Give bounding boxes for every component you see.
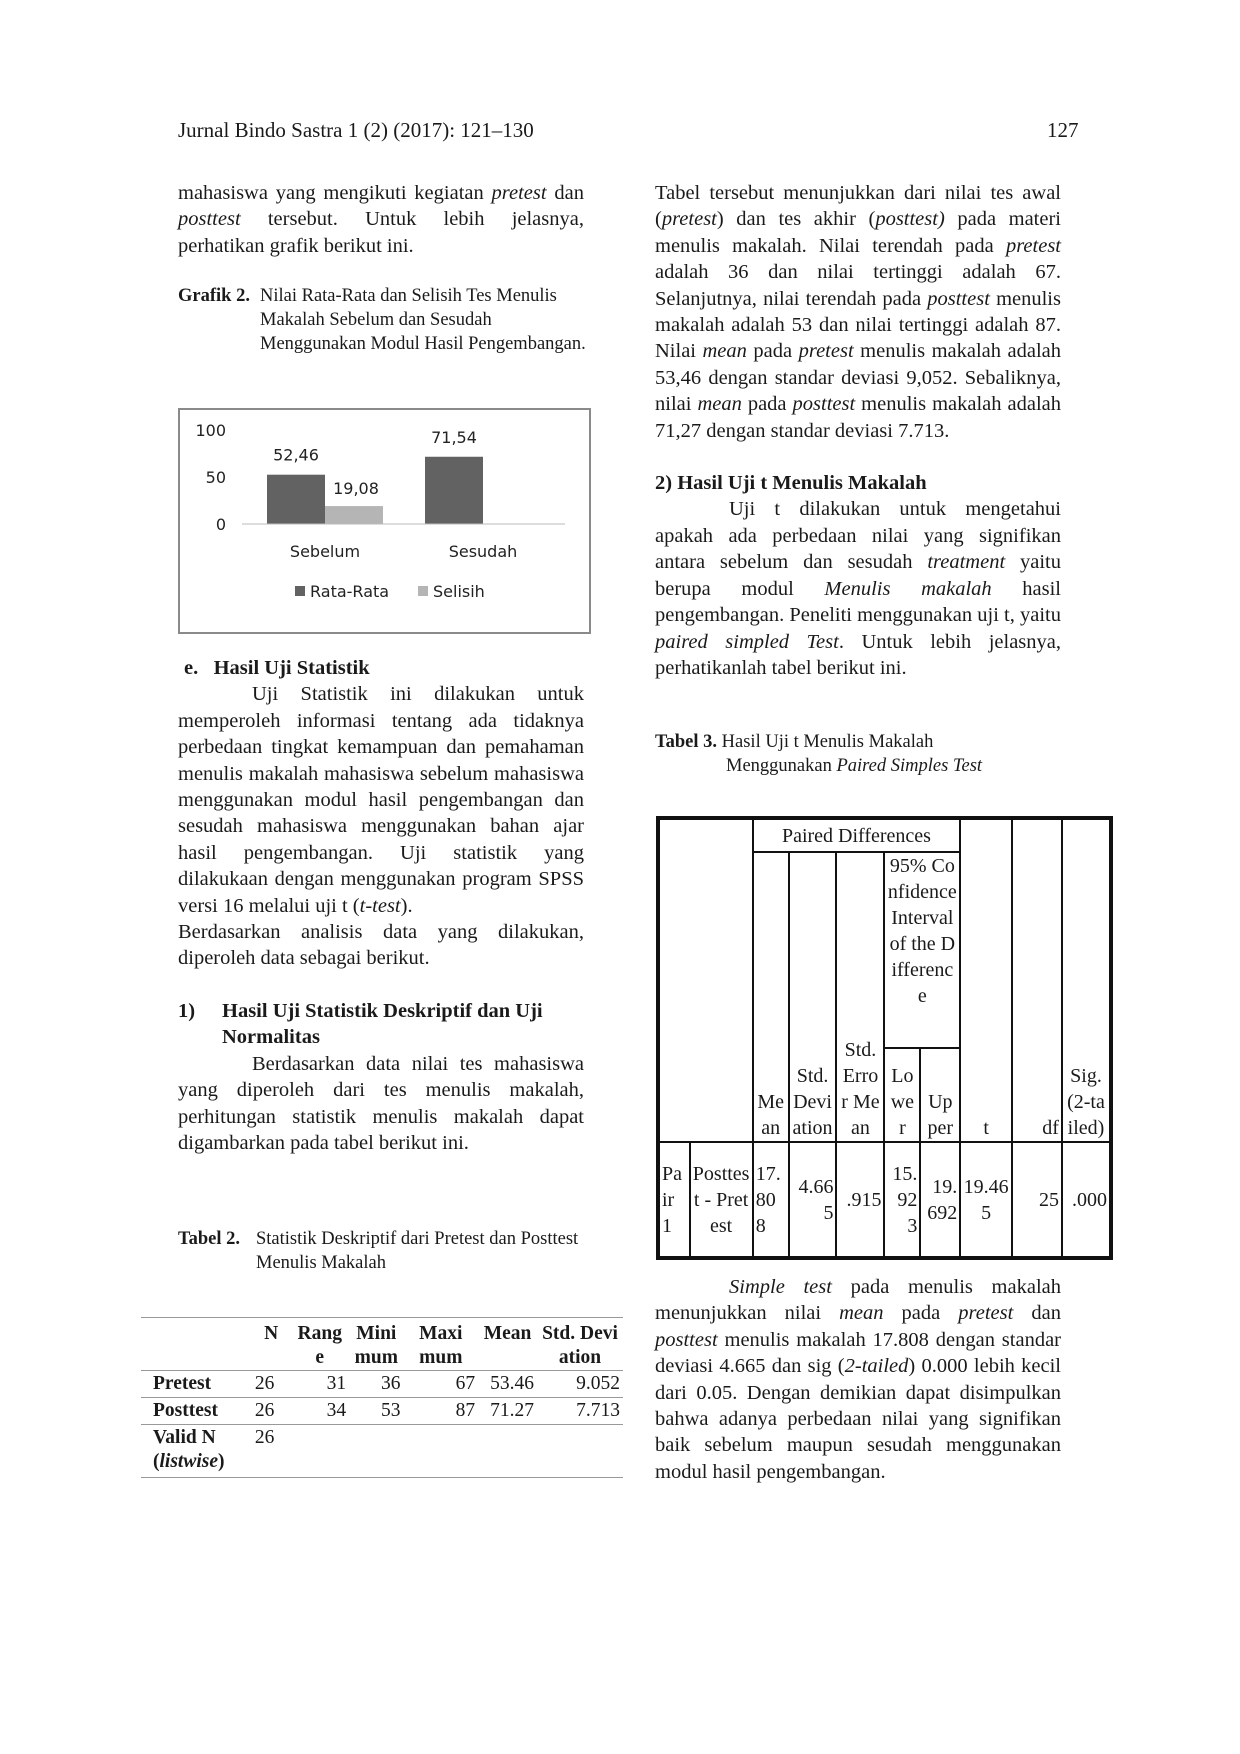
page-number: 127 (1047, 118, 1079, 142)
data-label: 71,54 (431, 427, 477, 447)
legend-swatch (418, 586, 428, 596)
section-e-paragraph-2: Berdasarkan analisis data yang dilakukan, diperoleh data sebagai berikut. (178, 921, 584, 970)
col-upper: Upper (920, 1048, 960, 1142)
ci-header: 95% Confidence Interval of the Difference (884, 852, 960, 1048)
y-tick-label: 100 (195, 421, 226, 440)
section-2-heading: 2) Hasil Uji t Menulis Makalah (655, 472, 927, 495)
row-label-pretest: Pretest (141, 1371, 252, 1398)
tabel2-label: Tabel 2. (178, 1229, 241, 1249)
row-pair: Pair 1 (658, 1142, 690, 1258)
col-sig: Sig. (2-tailed) (1062, 818, 1111, 1142)
section-2-paragraph: Uji t dilakukan untuk mengetahui apakah ada perbedaan nilai yang signifikan antara sebelum dan sesudah treatment yaitu berupa modul Menulis makalah hasil pengembangan. Peneliti menggunakan uji t, yaitu paired simpled Test. Untuk lebih jelasnya, perhatikanlah tabel berikut ini. (655, 498, 1062, 679)
bar-rata-rata (425, 457, 483, 524)
section-e-paragraph-1: Uji Statistik ini dilakukan untuk memperoleh informasi tentang ada tidaknya perbedaan tingkat kemampuan dan pemahaman menulis makalah mahasiswa sebelum mahasiswa menggunakan modul hasil pengembangan dan sesudah mahasiswa menggunakan bahan ajar hasil pengembangan. Uji statistik yang dilakukaan dengan menggunakan program SPSS versi 16 melalui uji t (t-test). (178, 683, 584, 917)
valid-n-label: Valid N (153, 1427, 216, 1448)
cell-maximum: 87 (403, 1398, 478, 1425)
paired-test-table (656, 816, 1113, 1260)
row-label-posttest: Posttest (141, 1398, 252, 1425)
col-mean: Mean (478, 1318, 537, 1371)
tabel2-caption-text: Statistik Deskriptif dari Pretest dan Posttest Menulis Makalah (256, 1229, 579, 1273)
x-category-label: Sesudah (448, 542, 518, 561)
cell-n: 26 (252, 1371, 290, 1398)
col-df: df (1012, 818, 1062, 1142)
cell-mean: 17.808 (753, 1142, 789, 1258)
section-1-title: Hasil Uji Statistik Deskriptif dan Uji Normalitas (222, 999, 543, 1049)
table-row (141, 1425, 623, 1478)
descriptive-stats-table (141, 1317, 623, 1478)
col-std-dev: Std. Deviation (789, 852, 837, 1142)
section-1-heading (178, 998, 584, 1051)
cell-lower: 15.923 (884, 1142, 920, 1258)
bar-chart-frame (178, 408, 591, 634)
cell-mean: 71.27 (478, 1398, 537, 1425)
bar-selisih (325, 506, 383, 524)
cell-t: 19.465 (960, 1142, 1012, 1258)
row-label-valid-n: Valid N (listwise) (141, 1425, 252, 1478)
legend-label: Rata-Rata (310, 582, 390, 601)
table-header-row (141, 1318, 623, 1371)
paired-differences-header: Paired Differences (753, 818, 961, 852)
table-row (658, 1142, 1111, 1258)
col-std-err: Std. Error Mean (836, 852, 884, 1142)
tabel2-caption (178, 1227, 598, 1275)
grafik-label: Grafik 2. (178, 286, 250, 306)
section-e-label: e. (184, 657, 199, 679)
section-1-number: 1) (178, 999, 196, 1022)
right-paragraph-2: Simple test pada menulis makalah menunjukkan nilai mean pada pretest dan posttest menulis makalah 17.808 dengan standar deviasi 4.665 dan sig (2-tailed) 0.000 lebih kecil dari 0.05. Dengan demikian dapat disimpulkan bahwa adanya perbedaan nilai yang signifikan baik sebelum maupun sesudah menggunakan modul hasil pengembangan. (655, 1276, 1062, 1483)
legend-label: Selisih (433, 582, 485, 601)
right-paragraph-1: Tabel tersebut menunjukkan dari nilai tes awal (pretest) dan tes akhir (posttest) pada materi menulis makalah. Nilai terendah pada pretest adalah 36 dan nilai tertinggi adalah 67. Selanjutnya, nilai terendah pada posttest menulis makalah adalah 53 dan nilai tertinggi adalah 87. Nilai mean pada pretest menulis makalah adalah 53,46 dengan standar deviasi 9,052. Sebaliknya, nilai mean pada posttest menulis makalah adalah 71,27 dengan standar deviasi 7.713. (655, 182, 1062, 442)
cell-n: 26 (252, 1398, 290, 1425)
col-std-deviation: Std. Deviation (537, 1318, 623, 1371)
cell-std-err: .915 (836, 1142, 884, 1258)
col-t: t (960, 818, 1012, 1142)
table-row (141, 1371, 623, 1398)
cell-range: 34 (290, 1398, 349, 1425)
cell-df: 25 (1012, 1142, 1062, 1258)
section-e (178, 655, 584, 1156)
cell-upper: 19.692 (920, 1142, 960, 1258)
col-n: N (252, 1318, 290, 1371)
cell-n: 26 (252, 1425, 290, 1478)
right-closing (655, 1274, 1061, 1485)
y-tick-label: 50 (205, 468, 226, 487)
data-label: 19,08 (333, 479, 379, 499)
table-row (141, 1398, 623, 1425)
intro-paragraph: mahasiswa yang mengikuti kegiatan pretest dan posttest tersebut. Untuk lebih jelasnya, perhatikan grafik berikut ini. (178, 182, 584, 257)
row-label: Posttest - Pretest (690, 1142, 753, 1258)
cell-range: 31 (290, 1371, 349, 1398)
section-e-title: Hasil Uji Statistik (213, 657, 370, 679)
grafik-caption-text: Nilai Rata-Rata dan Selisih Tes Menulis Makalah Sebelum dan Sesudah Menggunakan Modul Hasil Pengembangan. (260, 286, 586, 354)
cell-std-deviation: 9.052 (537, 1371, 623, 1398)
col-mean: Mean (753, 852, 789, 1142)
right-column (655, 180, 1061, 681)
data-label: 52,46 (273, 445, 319, 465)
tabel3-caption-a: Hasil Uji t Menulis Makalah (721, 732, 934, 752)
cell-std-dev: 4.665 (789, 1142, 837, 1258)
col-maximum: Maxi mum (403, 1318, 478, 1371)
cell-mean: 53.46 (478, 1371, 537, 1398)
cell-maximum: 67 (403, 1371, 478, 1398)
section-1-paragraph: Berdasarkan data nilai tes mahasiswa yang diperoleh dari tes menulis makalah, perhitungan statistik menulis makalah dapat digambarkan pada tabel berikut ini. (178, 1052, 584, 1154)
valid-n-sub: listwise (159, 1451, 219, 1472)
tabel3-label: Tabel 3. (655, 732, 718, 752)
bar-rata-rata (267, 475, 325, 524)
legend-swatch (295, 586, 305, 596)
col-lower: Lower (884, 1048, 920, 1142)
cell-minimum: 36 (349, 1371, 403, 1398)
y-tick-label: 0 (215, 515, 226, 534)
cell-sig: .000 (1062, 1142, 1111, 1258)
bar-chart (180, 410, 589, 632)
left-column (178, 180, 584, 259)
tabel3-caption (655, 730, 1075, 778)
section-e-heading (178, 655, 584, 681)
journal-header: Jurnal Bindo Sastra 1 (2) (2017): 121–130 (178, 118, 534, 142)
col-minimum: Minimum (349, 1318, 403, 1371)
tabel3-caption-b: Menggunakan Paired Simples Test (726, 756, 983, 776)
cell-minimum: 53 (349, 1398, 403, 1425)
x-category-label: Sebelum (289, 542, 361, 561)
grafik-caption (178, 284, 588, 356)
cell-std-deviation: 7.713 (537, 1398, 623, 1425)
col-range: Range (290, 1318, 349, 1371)
